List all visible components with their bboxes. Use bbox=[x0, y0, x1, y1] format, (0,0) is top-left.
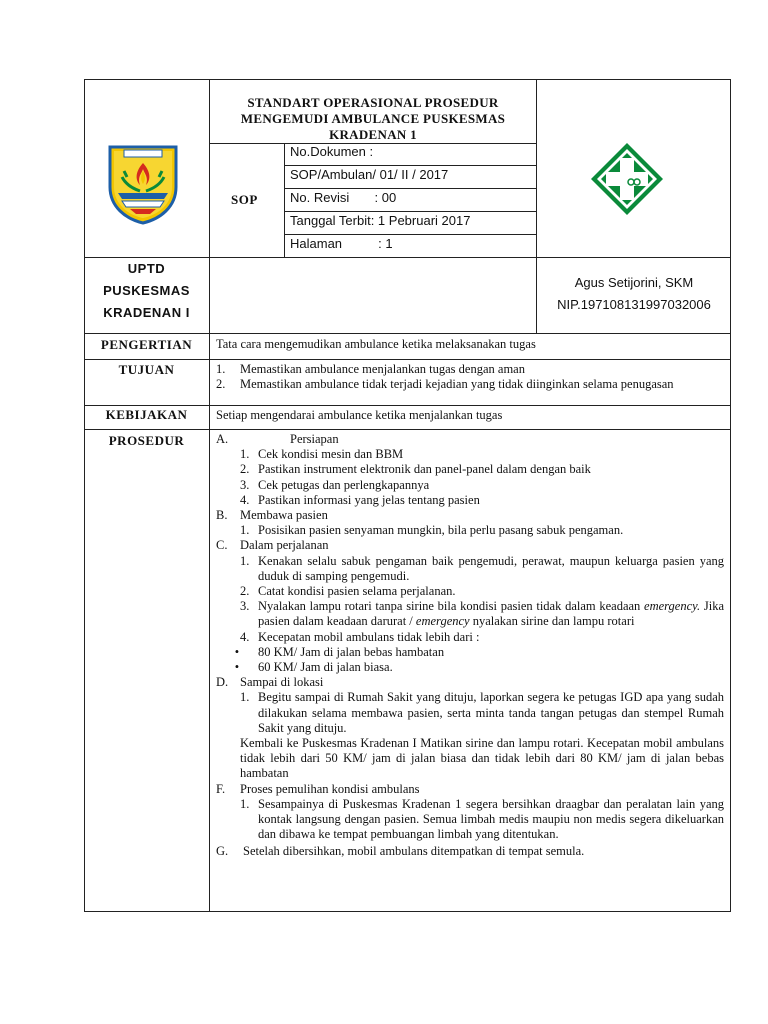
pengertian-text: Tata cara mengemudikan ambulance ketika melaksanakan tugas bbox=[216, 337, 536, 351]
step-d-heading bbox=[216, 675, 724, 690]
puskesmas-logo bbox=[589, 141, 665, 217]
step-f-list bbox=[216, 797, 724, 843]
step-c-heading bbox=[216, 538, 724, 553]
list-item: 1. Posisikan pasien senyaman mungkin, bila perlu pasang sabuk pengaman. bbox=[240, 523, 624, 538]
step-c-list bbox=[216, 554, 724, 645]
grid-line bbox=[284, 234, 536, 235]
step-f-title: Proses pemulihan kondisi ambulans bbox=[240, 781, 420, 796]
section-label-prosedur: PROSEDUR bbox=[108, 433, 185, 448]
list-item: 1. Sesampainya di Puskesmas Kradenan 1 segera bersihkan draagbar dan peralatan lain yang kontak langsung dengan pasien. Semua limbah medis maupiu non medis segera dikeluarkan dan dibawa ke tempat pembuangan limbah yang ditentukan. bbox=[240, 796, 724, 842]
grid-line bbox=[209, 79, 210, 912]
step-d-list bbox=[216, 690, 724, 781]
grid-line bbox=[284, 188, 536, 189]
doc-number-label: No.Dokumen : bbox=[290, 144, 374, 159]
tujuan-item-1: Memastikan ambulance menjalankan tugas dengan aman bbox=[240, 362, 525, 376]
step-c-bullets bbox=[216, 645, 724, 675]
step-g-marker: G. bbox=[216, 844, 229, 859]
step-a-marker: A. bbox=[216, 432, 229, 446]
step-g-text: Setelah dibersihkan, mobil ambulans ditempatkan di tempat semula. bbox=[243, 844, 585, 859]
grid-line bbox=[84, 429, 731, 430]
step-a-list bbox=[216, 447, 724, 508]
signer-name: Agus Setijorini, SKM bbox=[574, 275, 694, 290]
step-a-title: Persiapan bbox=[290, 432, 339, 446]
step-d-marker: D. bbox=[216, 675, 229, 690]
step-f-heading bbox=[216, 782, 724, 797]
step-b-marker: B. bbox=[216, 508, 228, 523]
list-item: 3. Nyalakan lampu rotari tanpa sirine bila kondisi pasien tidak dalam keadaan emergency. Jika pasien dalam keadaan darurat / emergency nyalakan sirine dan lampu rotari bbox=[240, 599, 725, 629]
bullet-item: • 80 KM/ Jam di jalan bebas hambatan bbox=[234, 644, 445, 659]
step-c-marker: C. bbox=[216, 538, 228, 553]
step-d-title: Sampai di lokasi bbox=[240, 675, 324, 690]
signer-block bbox=[537, 272, 731, 316]
grid-line bbox=[284, 143, 285, 257]
list-item: 4. Kecepatan mobil ambulans tidak lebih dari : bbox=[240, 629, 480, 644]
step-b-title: Membawa pasien bbox=[240, 508, 328, 523]
list-item: 1. Cek kondisi mesin dan BBM bbox=[240, 447, 404, 462]
step-a-heading bbox=[216, 432, 724, 447]
tujuan-list bbox=[216, 362, 724, 392]
document-title: STANDART OPERASIONAL PROSEDUR MENGEMUDI AMBULANCE PUSKESMAS KRADENAN 1 bbox=[240, 95, 506, 142]
grid-line bbox=[84, 405, 731, 406]
org-line-1: UPTD bbox=[127, 261, 166, 276]
revision-number: No. Revisi : 00 bbox=[290, 190, 397, 205]
sop-label: SOP bbox=[231, 192, 258, 207]
list-item: 2. Catat kondisi pasien selama perjalanan. bbox=[240, 584, 456, 599]
issue-date: Tanggal Terbit: 1 Pebruari 2017 bbox=[290, 213, 471, 228]
list-item: 1. Memastikan ambulance menjalankan tugas dengan aman bbox=[216, 362, 525, 376]
section-label-tujuan: TUJUAN bbox=[118, 362, 175, 377]
step-d-note: Kembali ke Puskesmas Kradenan I Matikan sirine dan lampu rotari. Kecepatan mobil ambulans tidak lebih dari 50 KM/ jam di jalan biasa dan tidak lebih dari 80 KM/ jam di jalan bebas hambatan bbox=[240, 736, 724, 781]
step-c-item-3: Nyalakan lampu rotari tanpa sirine bila kondisi pasien tidak dalam keadaan emergency. Jika pasien dalam keadaan darurat / emergency nyalakan sirine dan lampu rotari bbox=[258, 599, 725, 629]
signer-nip: NIP.197108131997032006 bbox=[557, 297, 711, 312]
grid-line bbox=[84, 359, 731, 360]
doc-number-value: SOP/Ambulan/ 01/ II / 2017 bbox=[290, 167, 449, 182]
step-f-marker: F. bbox=[216, 781, 226, 796]
list-item: 3. Cek petugas dan perlengkapannya bbox=[240, 477, 430, 492]
step-b-heading bbox=[216, 508, 724, 523]
org-line-3: KRADENAN I bbox=[103, 305, 190, 320]
org-name bbox=[84, 258, 209, 324]
list-item: 1. Begitu sampai di Rumah Sakit yang dituju, laporkan segera ke petugas IGD apa yang sudah dilakukan selama membawa pasien, serta minta tanda tangan petugas dan stempel Rumah Sakit yang dituju. bbox=[240, 690, 724, 735]
bullet-item: • 60 KM/ Jam di jalan biasa. bbox=[234, 660, 393, 675]
list-item: 2. Memastikan ambulance tidak terjadi kejadian yang tidak diinginkan selama penugasan bbox=[216, 377, 674, 392]
list-item: 1. Kenakan selalu sabuk pengaman baik pengemudi, perawat, maupun keluarga pasien yang duduk di samping pengemudi. bbox=[240, 553, 724, 583]
tujuan-item-2: Memastikan ambulance tidak terjadi kejadian yang tidak diinginkan selama penugasan bbox=[240, 377, 674, 392]
regency-crest-logo bbox=[104, 141, 182, 225]
section-label-pengertian: PENGERTIAN bbox=[100, 337, 193, 352]
prosedur-body bbox=[216, 432, 724, 860]
section-label-kebijakan: KEBIJAKAN bbox=[105, 407, 188, 422]
grid-line bbox=[284, 165, 536, 166]
list-item: 2. Pastikan instrument elektronik dan panel-panel dalam dengan baik bbox=[240, 462, 591, 477]
page-number: Halaman : 1 bbox=[290, 236, 393, 251]
grid-line bbox=[536, 79, 537, 257]
grid-line bbox=[284, 211, 536, 212]
org-line-2: PUSKESMAS bbox=[103, 283, 190, 298]
kebijakan-text: Setiap mengendarai ambulance ketika menjalankan tugas bbox=[216, 408, 503, 422]
step-b-list bbox=[216, 523, 724, 538]
list-item: 4. Pastikan informasi yang jelas tentang pasien bbox=[240, 492, 480, 507]
step-g bbox=[216, 844, 724, 859]
grid-line bbox=[84, 333, 731, 334]
step-c-title: Dalam perjalanan bbox=[240, 538, 329, 553]
